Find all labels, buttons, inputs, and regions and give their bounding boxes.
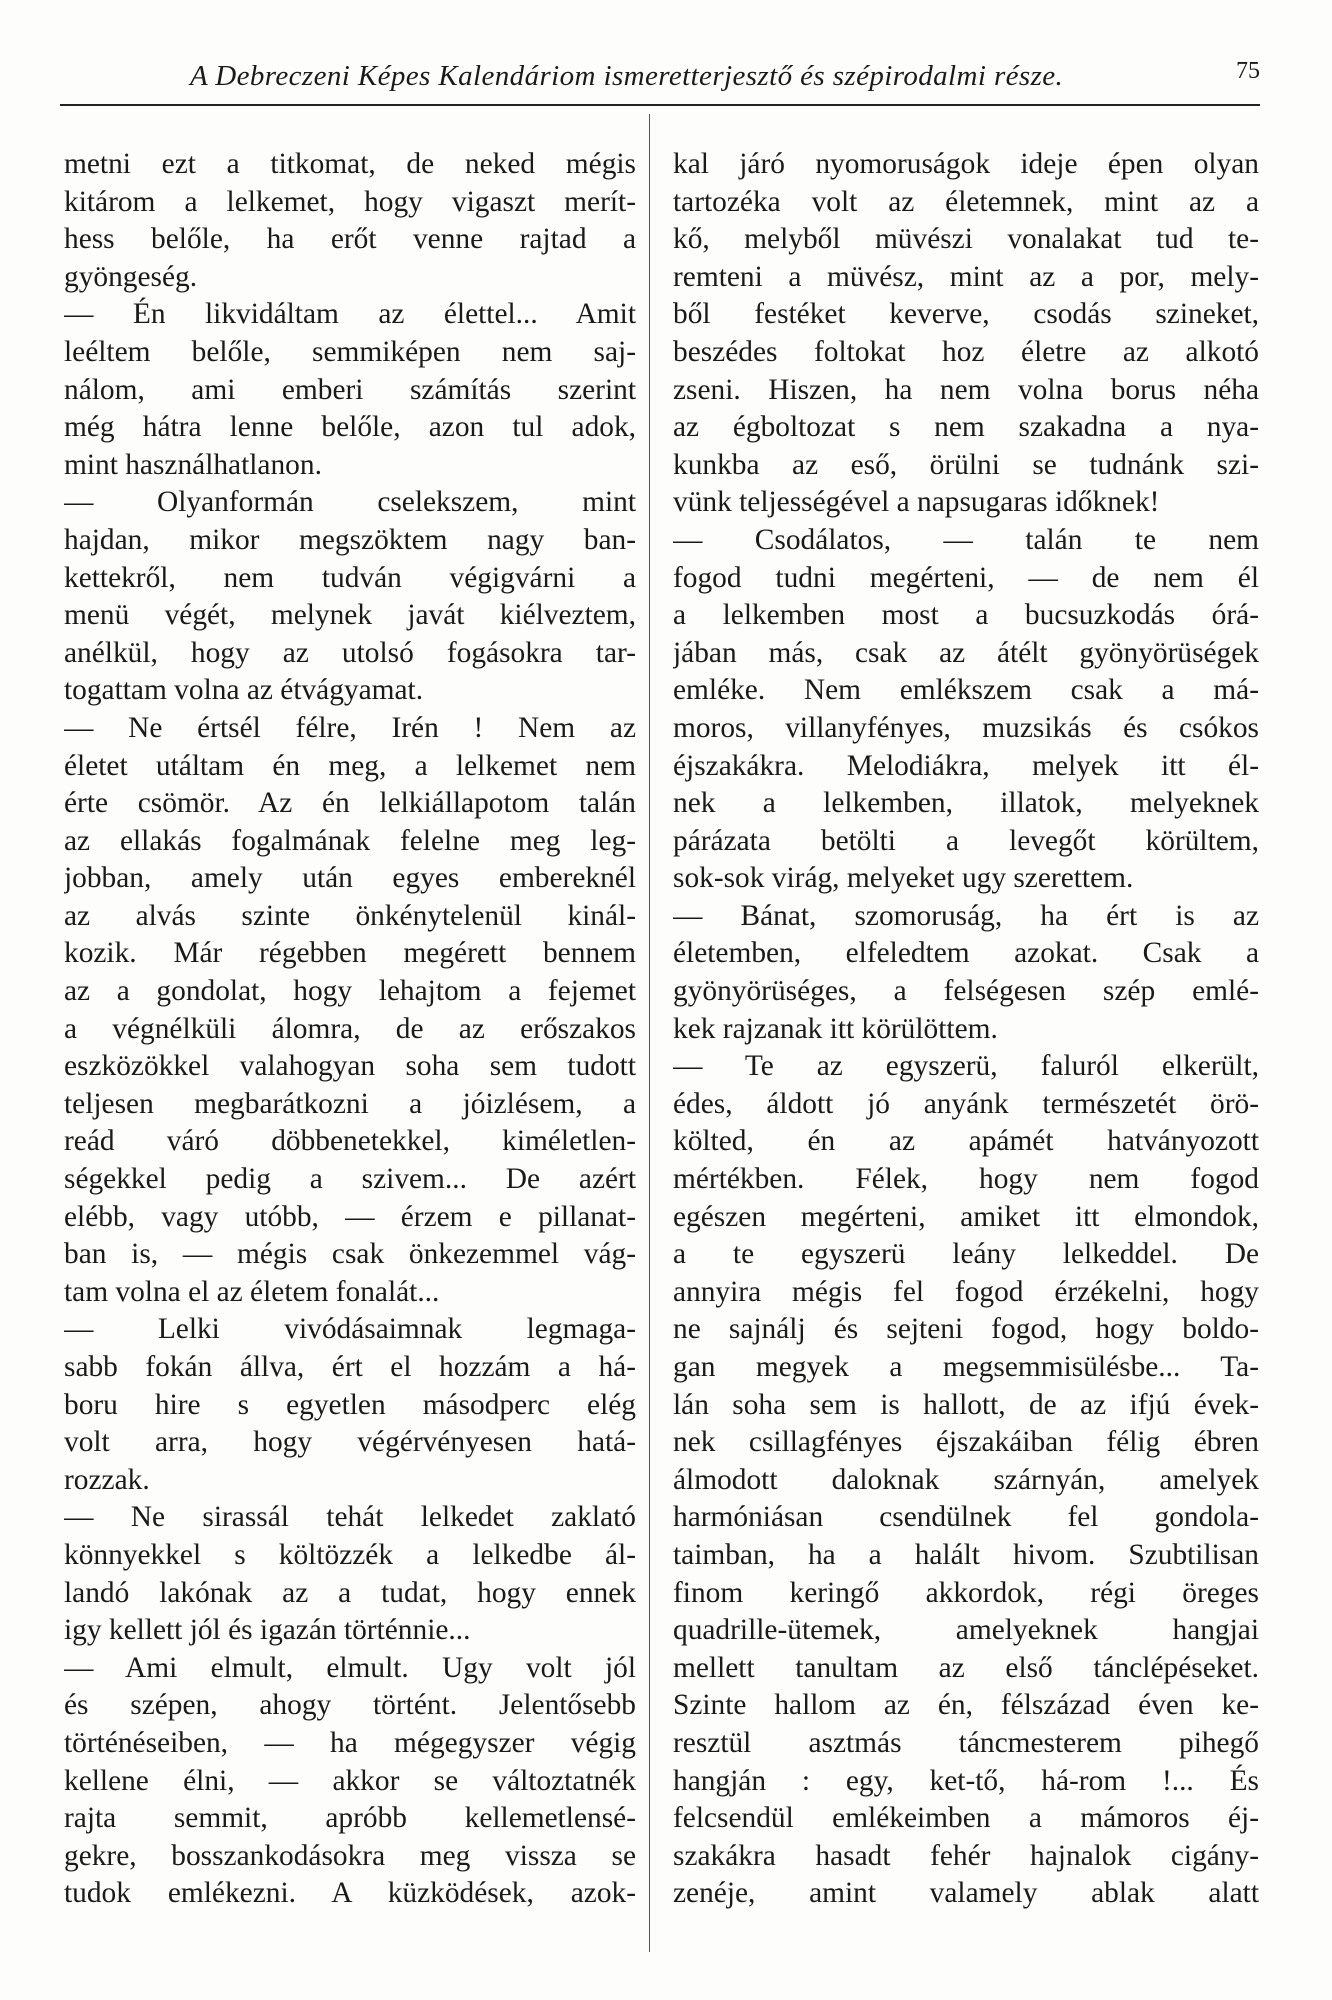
text-line: harmóniásan csendülnek fel gondola- <box>673 1501 1259 1534</box>
text-line: jában más, csak az átélt gyönyörüségek <box>673 636 1259 669</box>
text-line: volt arra, hogy végérvényesen hatá- <box>64 1426 636 1459</box>
text-line: zseni. Hiszen, ha nem volna borus néha <box>673 373 1259 406</box>
text-line: rozzak. <box>64 1463 150 1496</box>
text-line: az ellakás fogalmának felelne meg leg- <box>64 824 636 857</box>
text-line: könnyekkel s költözzék a lelkedbe ál- <box>64 1538 636 1571</box>
text-line: párázata betölti a levegőt körültem, <box>673 824 1259 857</box>
text-line: szakákra hasadt fehér hajnalok cigány- <box>673 1839 1259 1872</box>
page-number: 75 <box>1236 58 1260 84</box>
text-line: — Ami elmult, elmult. Ugy volt jól <box>64 1651 636 1684</box>
text-line: hess belőle, ha erőt venne rajtad a <box>64 223 636 256</box>
running-head <box>60 58 1260 102</box>
text-line: tudok emlékezni. A küzködések, azok- <box>64 1877 636 1910</box>
text-line: quadrille-ütemek, amelyeknek hangjai <box>673 1614 1259 1647</box>
text-line: a lelkemben most a bucsuzkodás órá- <box>673 599 1259 632</box>
text-line: még hátra lenne belőle, azon tul adok, <box>64 411 636 444</box>
text-line: — Én likvidáltam az élettel... Amit <box>64 298 636 331</box>
text-line: — Ne értsél félre, Irén ! Nem az <box>64 711 636 744</box>
text-line: annyira mégis fel fogod érzékelni, hogy <box>673 1275 1259 1308</box>
text-line: mértékben. Félek, hogy nem fogod <box>673 1163 1259 1196</box>
text-line: álmodott daloknak szárnyán, amelyek <box>673 1463 1259 1496</box>
text-line: togattam volna az étvágyamat. <box>64 674 424 707</box>
text-line: felcsendül emlékeimben a mámoros éj- <box>673 1802 1259 1835</box>
text-line: ne sajnálj és sejteni fogod, hogy boldo- <box>673 1313 1259 1346</box>
text-line: emléke. Nem emlékszem csak a má- <box>673 674 1259 707</box>
running-title: A Debreczeni Képes Kalendáriom ismeretterjesztő és szépirodalmi része. <box>190 60 1064 92</box>
text-line: — Lelki vivódásaimnak legmaga- <box>64 1313 636 1346</box>
text-line: metni ezt a titkomat, de neked mégis <box>64 148 636 180</box>
text-line: ségekkel pedig a szivem... De azért <box>64 1163 636 1196</box>
text-line: történéseiben, — ha mégegyszer végig <box>64 1726 636 1759</box>
text-line: életemben, elfeledtem azokat. Csak a <box>673 937 1259 970</box>
text-line: vünk teljességével a napsugaras időknek! <box>673 486 1160 519</box>
text-line: anélkül, hogy az utolsó fogásokra tar- <box>64 636 636 669</box>
text-line: kek rajzanak itt körülöttem. <box>673 1012 998 1045</box>
text-line: moros, villanyfényes, muzsikás és csókos <box>673 711 1259 744</box>
text-line: éjszakákra. Melodiákra, melyek itt él- <box>673 749 1259 782</box>
text-line: érte csömör. Az én lelkiállapotom talán <box>64 787 636 820</box>
text-line: az a gondolat, hogy lehajtom a fejemet <box>64 975 636 1008</box>
text-line: — Bánat, szomoruság, ha ért is az <box>673 899 1259 932</box>
text-line: gekre, bosszankodásokra meg vissza se <box>64 1839 636 1872</box>
text-line: igy kellett jól és igazán történnie... <box>64 1614 471 1647</box>
text-line: kő, melyből müvészi vonalakat tud te- <box>673 223 1259 256</box>
text-line: édes, áldott jó anyánk természetét örö- <box>673 1087 1259 1120</box>
text-line: gyöngeség. <box>64 260 198 293</box>
text-line: remteni a müvész, mint az a por, mely- <box>673 260 1259 293</box>
text-line: jobban, amely után egyes embereknél <box>64 862 636 895</box>
text-line: az égboltozat s nem szakadna a nya- <box>673 411 1259 444</box>
text-line: teljesen megbarátkozni a jóizlésem, a <box>64 1087 636 1120</box>
text-line: leéltem belőle, semmiképen nem saj- <box>64 335 636 368</box>
text-line: az alvás szinte önkénytelenül kinál- <box>64 899 636 932</box>
text-line: és szépen, ahogy történt. Jelentősebb <box>64 1689 636 1722</box>
text-line: mellett tanultam az első tánclépéseket. <box>673 1651 1259 1684</box>
text-line: finom keringő akkordok, régi öreges <box>673 1576 1259 1609</box>
text-line: gyönyörüséges, a felségesen szép emlé- <box>673 975 1259 1008</box>
text-line: eszközökkel valahogyan soha sem tudott <box>64 1050 636 1083</box>
text-line: hangján : egy, ket-tő, há-rom !... És <box>673 1764 1259 1797</box>
text-line: kozik. Már régebben megérett bennem <box>64 937 636 970</box>
text-line: beszédes foltokat hoz életre az alkotó <box>673 335 1259 368</box>
text-line: reád váró döbbenetekkel, kiméletlen- <box>64 1125 636 1158</box>
text-line: kellene élni, — akkor se változtatnék <box>64 1764 636 1797</box>
text-line: — Ne sirassál tehát lelkedet zaklató <box>64 1501 636 1534</box>
column-divider <box>649 114 650 1952</box>
text-line: kunkba az eső, örülni se tudnánk szi- <box>673 448 1259 481</box>
text-line: a te egyszerü leány lelkeddel. De <box>673 1238 1259 1271</box>
right-column <box>673 146 1259 1913</box>
text-line: rajta semmit, apróbb kellemetlensé- <box>64 1802 636 1835</box>
header-rule <box>60 104 1260 106</box>
text-line: — Csodálatos, — talán te nem <box>673 523 1259 556</box>
text-line: a végnélküli álomra, de az erőszakos <box>64 1012 636 1045</box>
text-line: taimban, ha a halált hivom. Szubtilisan <box>673 1538 1259 1571</box>
text-line: tartozéka volt az életemnek, mint az a <box>673 185 1259 218</box>
text-line: tam volna el az életem fonalát... <box>64 1275 440 1308</box>
text-line: egészen megérteni, amiket itt elmondok, <box>673 1200 1259 1233</box>
text-line: nek csillagfényes éjszakáiban félig ébren <box>673 1426 1259 1459</box>
text-line: menü végét, melynek javát kiélveztem, <box>64 599 636 632</box>
text-line: sok-sok virág, melyeket ugy szerettem. <box>673 862 1134 895</box>
text-line: elébb, vagy utóbb, — érzem e pillanat- <box>64 1200 636 1233</box>
text-line: zenéje, amint valamely ablak alatt <box>673 1877 1259 1910</box>
text-line: gan megyek a megsemmisülésbe... Ta- <box>673 1351 1259 1383</box>
text-line: nek a lelkemben, illatok, melyeknek <box>673 787 1259 820</box>
text-line: ban is, — mégis csak önkezemmel vág- <box>64 1238 636 1271</box>
text-line: — Te az egyszerü, faluról elkerült, <box>673 1050 1259 1083</box>
text-line: kettekről, nem tudván végigvárni a <box>64 561 636 594</box>
text-line: mint használhatlanon. <box>64 448 322 481</box>
text-line: kitárom a lelkemet, hogy vigaszt merít- <box>64 185 636 218</box>
left-column <box>64 146 636 1913</box>
text-line: költed, én az apámét hatványozott <box>673 1125 1259 1158</box>
text-line: boru hire s egyetlen másodperc elég <box>64 1388 636 1421</box>
text-line: életet utáltam én meg, a lelkemet nem <box>64 749 636 782</box>
text-line: kal járó nyomoruságok ideje épen olyan <box>673 148 1259 180</box>
text-line: hajdan, mikor megszöktem nagy ban- <box>64 523 636 556</box>
text-line: lán soha sem is hallott, de az ifjú évek- <box>673 1388 1259 1421</box>
text-line: nálom, ami emberi számítás szerint <box>64 373 636 406</box>
text-line: — Olyanformán cselekszem, mint <box>64 486 636 519</box>
text-line: fogod tudni megérteni, — de nem él <box>673 561 1259 594</box>
text-line: sabb fokán állva, ért el hozzám a há- <box>64 1351 636 1383</box>
text-line: Szinte hallom az én, félszázad éven ke- <box>673 1689 1259 1722</box>
text-line: resztül asztmás táncmesterem pihegő <box>673 1726 1259 1759</box>
text-line: ből festéket keverve, csodás szineket, <box>673 298 1259 331</box>
text-line: landó lakónak az a tudat, hogy ennek <box>64 1576 636 1609</box>
